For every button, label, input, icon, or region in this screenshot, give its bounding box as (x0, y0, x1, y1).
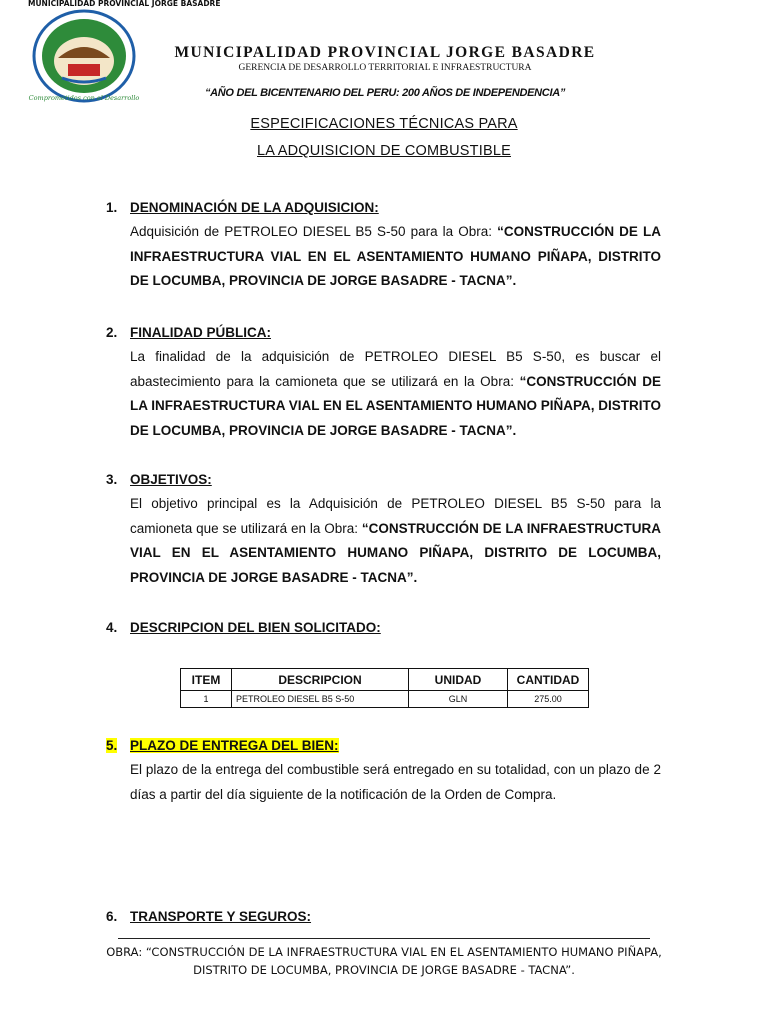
section-3-number: 3. (106, 472, 118, 487)
organization-name: MUNICIPALIDAD PROVINCIAL JORGE BASADRE (174, 44, 596, 61)
section-6-number: 6. (106, 909, 118, 924)
table-header-row (181, 669, 589, 691)
section-4-heading: DESCRIPCION DEL BIEN SOLICITADO: (130, 620, 381, 635)
section-2-project-name: “CONSTRUCCIÓN DE LA INFRAESTRUCTURA VIAL EN EL ASENTAMIENTO HUMANO PIÑAPA, DISTRITO DE LOCUMBA, PROVINCIA DE JORGE BASADRE - TACNA”. (130, 373, 662, 438)
section-5-body: El plazo de la entrega del combustible será entregado en su totalidad, con un plazo de 2 días a partir del día siguiente de la notificación de la Orden de Compra. (130, 762, 661, 802)
section-4-number: 4. (106, 620, 118, 635)
section-6-heading: TRANSPORTE Y SEGUROS: (130, 909, 312, 924)
table-header-unit: UNIDAD (409, 669, 508, 691)
section-1-number: 1. (106, 200, 118, 215)
year-motto: “AÑO DEL BICENTENARIO DEL PERU: 200 AÑOS DE INDEPENDENCIA” (204, 87, 566, 99)
section-3-heading: OBJETIVOS: (130, 472, 212, 487)
section-2-text: La finalidad de la adquisición de PETROLEO DIESEL B5 S-50, es buscar el abastecimiento para la camioneta que se utilizará en la Obra: (130, 349, 661, 389)
footer-line2: DISTRITO DE LOCUMBA, PROVINCIA DE JORGE BASADRE - TACNA”. (193, 963, 575, 977)
goods-table (180, 668, 589, 708)
table-row (181, 691, 589, 708)
section-2-heading: FINALIDAD PÚBLICA: (130, 325, 271, 340)
table-cell-quantity: 275.00 (508, 691, 589, 708)
footer-line1: OBRA: “CONSTRUCCIÓN DE LA INFRAESTRUCTURA VIAL EN EL ASENTAMIENTO HUMANO PIÑAPA, (106, 945, 662, 959)
table-header-item: ITEM (181, 669, 232, 691)
section-1-project-name: “CONSTRUCCIÓN DE LA INFRAESTRUCTURA VIAL EN EL ASENTAMIENTO HUMANO PIÑAPA, DISTRITO DE LOCUMBA, PROVINCIA DE JORGE BASADRE - TACNA”. (130, 224, 661, 288)
section-1-heading: DENOMINACIÓN DE LA ADQUISICION: (130, 200, 379, 215)
table-header-quantity: CANTIDAD (508, 669, 589, 691)
section-2-number: 2. (106, 325, 118, 340)
footer-divider (118, 938, 650, 939)
section-3-body (130, 492, 661, 590)
table-cell-unit: GLN (409, 691, 508, 708)
section-5-number: 5. (106, 738, 118, 753)
section-5-heading: PLAZO DE ENTREGA DEL BIEN: (130, 738, 339, 753)
document-title-line2: LA ADQUISICION DE COMBUSTIBLE (257, 143, 511, 159)
department-name: GERENCIA DE DESARROLLO TERRITORIAL E INFRAESTRUCTURA (238, 63, 532, 73)
document-title-line1: ESPECIFICACIONES TÉCNICAS PARA (250, 116, 518, 132)
table-cell-description: PETROLEO DIESEL B5 S-50 (232, 691, 409, 708)
logo-ring-text: MUNICIPALIDAD PROVINCIAL JORGE BASADRE (28, 0, 221, 8)
section-2-body (130, 345, 661, 443)
section-1-body (130, 220, 661, 294)
section-1-text: Adquisición de PETROLEO DIESEL B5 S-50 para la Obra: (130, 224, 498, 239)
table-cell-item: 1 (181, 691, 232, 708)
municipality-seal-icon (28, 0, 221, 106)
municipality-logo (28, 0, 221, 106)
section-3-text: El objetivo principal es la Adquisición de PETROLEO DIESEL B5 S-50 para la camioneta que se utilizará en la Obra: (130, 496, 661, 536)
table-header-description: DESCRIPCION (232, 669, 409, 691)
logo-motto: Comprometidos con el Desarrollo (28, 94, 140, 102)
section-3-project-name: “CONSTRUCCIÓN DE LA INFRAESTRUCTURA VIAL EN EL ASENTAMIENTO HUMANO PIÑAPA, DISTRITO DE LOCUMBA, PROVINCIA DE JORGE BASADRE - TACNA”. (130, 520, 661, 585)
